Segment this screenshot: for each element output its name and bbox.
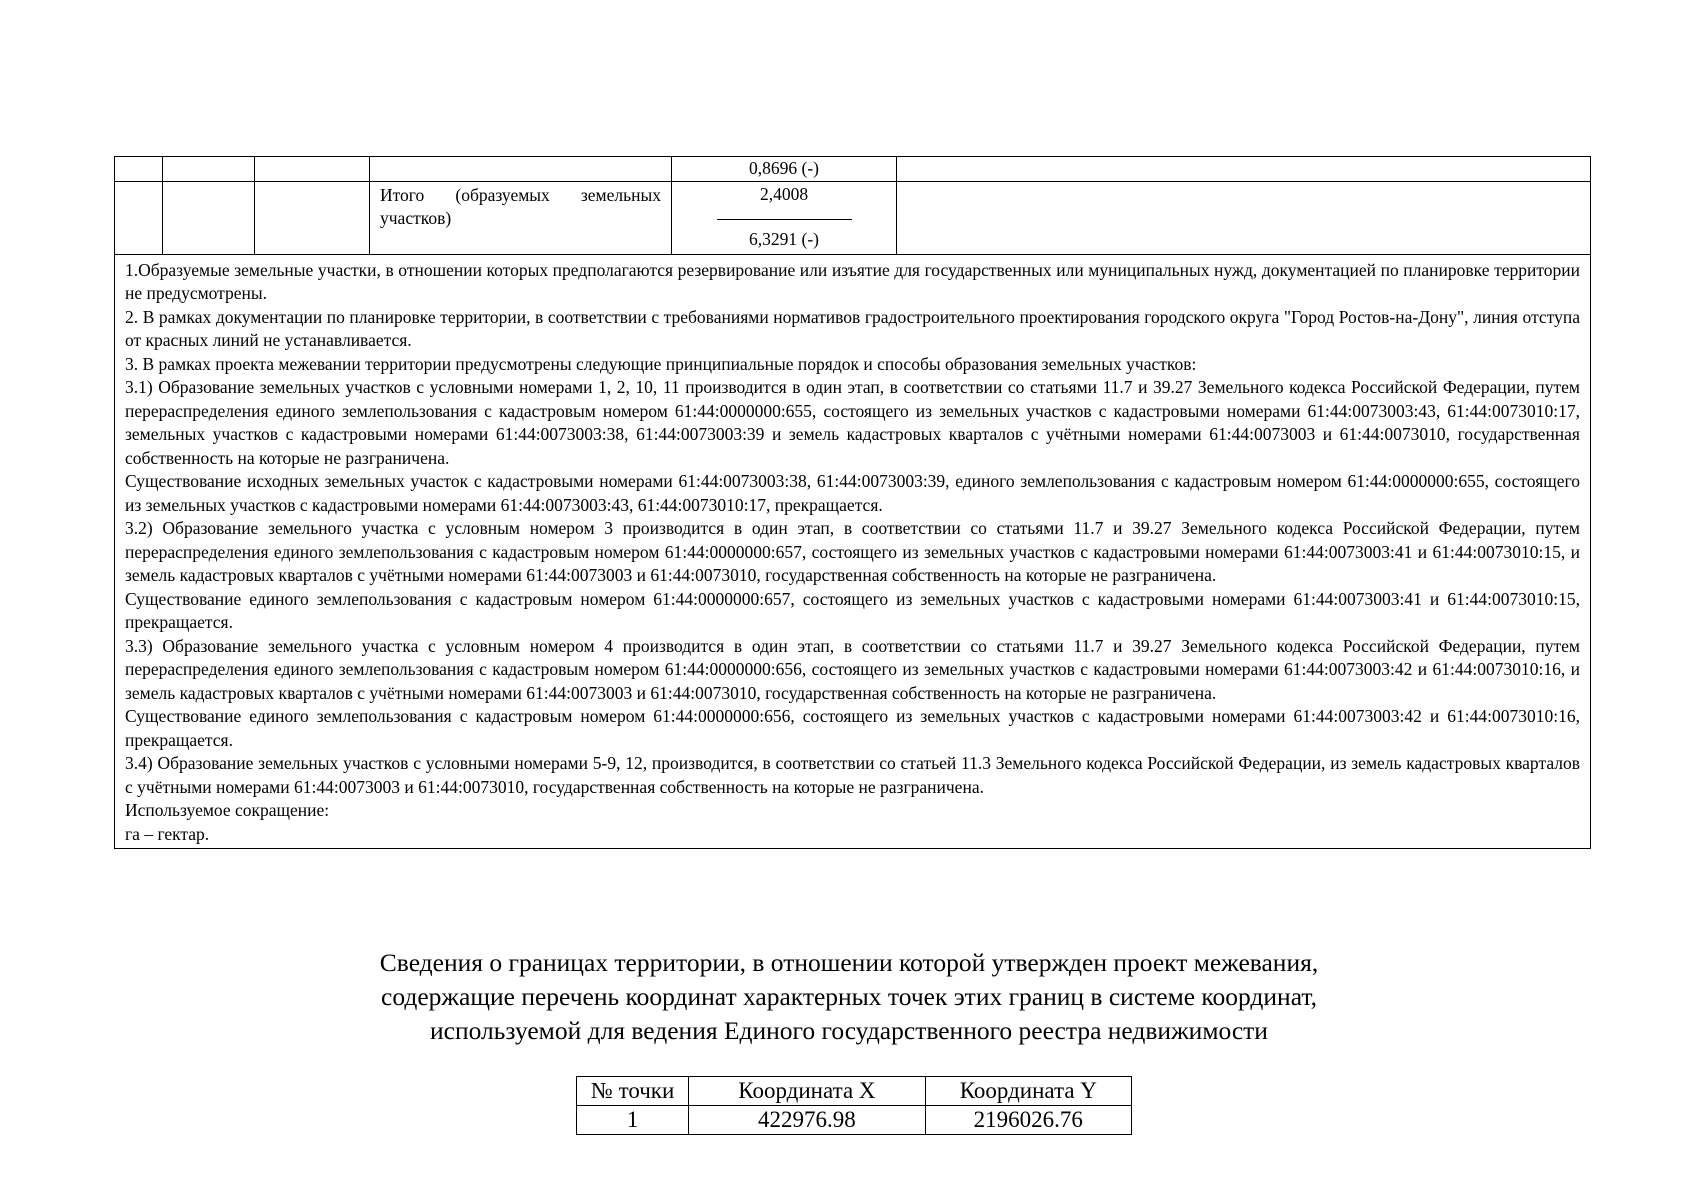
table-cell — [115, 181, 163, 254]
table-cell — [370, 157, 672, 182]
point-number-cell: 1 — [577, 1106, 689, 1135]
note-paragraph: Существование исходных земельных участок с кадастровыми номерами 61:44:0073003:38, 61:44:0073003:39, единого землепользования с кадастровым номером 61:44:0000000:655, состоящего из земельных участков с кадастровыми номерами 61:44:0073003:43, 61:44:0073010:17, прекращается. — [125, 471, 1580, 515]
table-cell — [163, 181, 255, 254]
note-paragraph: 3. В рамках проекта межевании территории предусмотрены следующие принципиальные порядок и способы образования земельных участков: — [125, 353, 1197, 374]
table-row — [577, 1106, 1132, 1135]
note-paragraph: 3.1) Образование земельных участков с условными номерами 1, 2, 10, 11 производится в один этап, в соответствии со статьями 11.7 и 39.27 Земельного кодекса Российской Федерации, путем перераспределения единого землепользования с кадастровым номером 61:44:0000000:655, состоящего из земельных участков с кадастровыми номерами 61:44:0073003:43, 61:44:0073010:17, земельных участков с кадастровыми номерами 61:44:0073003:38, 61:44:0073003:39 и земель кадастровых кварталов с учётными номерами 61:44:0073003 и 61:44:0073010, государственная собственность на которые не разграничена. — [125, 377, 1580, 468]
column-header: № точки — [577, 1077, 689, 1106]
note-paragraph: 2. В рамках документации по планировке территории, в соответствии с требованиями нормативов градостроительного проектирования городского округа "Город Ростов-на-Дону", линия отступа от красных линий не устанавливается. — [125, 306, 1580, 350]
total-area-cell — [672, 181, 897, 254]
total-label: Итого (образуемых земельных участков) — [370, 181, 672, 254]
area-fraction — [672, 182, 896, 252]
table-cell — [115, 157, 163, 182]
total-row — [115, 181, 1591, 254]
note-paragraph: 1.Образуемые земельные участки, в отношении которых предполагаются резервирование или изъятие для государственных или муниципальных нужд, документацией по планировке территории не предусмотрены. — [125, 259, 1580, 303]
coordinate-x-cell: 422976.98 — [689, 1106, 925, 1135]
note-paragraph: 3.3) Образование земельного участка с условным номером 4 производится в один этап, в соответствии со статьями 11.7 и 39.27 Земельного кодекса Российской Федерации, путем перераспределения единого землепользования с кадастровым номером 61:44:0000000:656, состоящего из земельных участков с кадастровыми номерами 61:44:0073003:42 и 61:44:0073010:16, и земель кадастровых кварталов с учётными номерами 61:44:0073003 и 61:44:0073010, государственная собственность на которые не разграничена. — [125, 635, 1580, 703]
note-paragraph: Существование единого землепользования с кадастровым номером 61:44:0000000:657, состоящего из земельных участков с кадастровыми номерами 61:44:0073003:41 и 61:44:0073010:15, прекращается. — [125, 588, 1580, 632]
column-header: Координата X — [689, 1077, 925, 1106]
note-paragraph: Используемое сокращение: — [125, 800, 330, 820]
section-title-line: содержащие перечень координат характерных точек этих границ в системе координат, — [381, 982, 1317, 1011]
note-paragraph: га – гектар. — [125, 823, 210, 844]
notes-row — [115, 254, 1591, 849]
table-cell — [163, 157, 255, 182]
land-plots-table — [114, 156, 1591, 849]
notes-cell — [115, 254, 1591, 849]
table-cell — [255, 181, 370, 254]
column-header: Координата Y — [925, 1077, 1131, 1106]
table-cell — [255, 157, 370, 182]
table-cell — [897, 181, 1591, 254]
section-title-line: используемой для ведения Единого государственного реестра недвижимости — [430, 1016, 1268, 1045]
area-denominator: 6,3291 (-) — [749, 229, 819, 249]
note-paragraph: Существование единого землепользования с кадастровым номером 61:44:0000000:656, состоящего из земельных участков с кадастровыми номерами 61:44:0073003:42 и 61:44:0073010:16, прекращается. — [125, 706, 1580, 750]
section-title — [0, 946, 1698, 1048]
coordinate-y-cell: 2196026.76 — [925, 1106, 1131, 1135]
table-cell — [897, 157, 1591, 182]
table-header-row — [577, 1077, 1132, 1106]
section-title-line: Сведения о границах территории, в отношении которой утвержден проект межевания, — [379, 948, 1319, 977]
coordinates-table — [576, 1076, 1132, 1135]
note-paragraph: 3.2) Образование земельного участка с условным номером 3 производится в один этап, в соответствии со статьями 11.7 и 39.27 Земельного кодекса Российской Федерации, путем перераспределения единого землепользования с кадастровым номером 61:44:0000000:657, состоящего из земельных участков с кадастровыми номерами 61:44:0073003:41 и 61:44:0073010:15, и земель кадастровых кварталов с учётными номерами 61:44:0073003 и 61:44:0073010, государственная собственность на которые не разграничена. — [125, 518, 1580, 585]
note-paragraph: 3.4) Образование земельных участков с условными номерами 5-9, 12, производится, в соответствии со статьей 11.3 Земельного кодекса Российской Федерации, из земель кадастровых кварталов с учётными номерами 61:44:0073003 и 61:44:0073010, государственная собственность на которые не разграничена. — [125, 753, 1580, 797]
fraction-line — [717, 219, 852, 220]
area-cell: 0,8696 (-) — [672, 157, 897, 182]
area-numerator: 2,4008 — [759, 183, 809, 204]
table-row — [115, 157, 1591, 182]
